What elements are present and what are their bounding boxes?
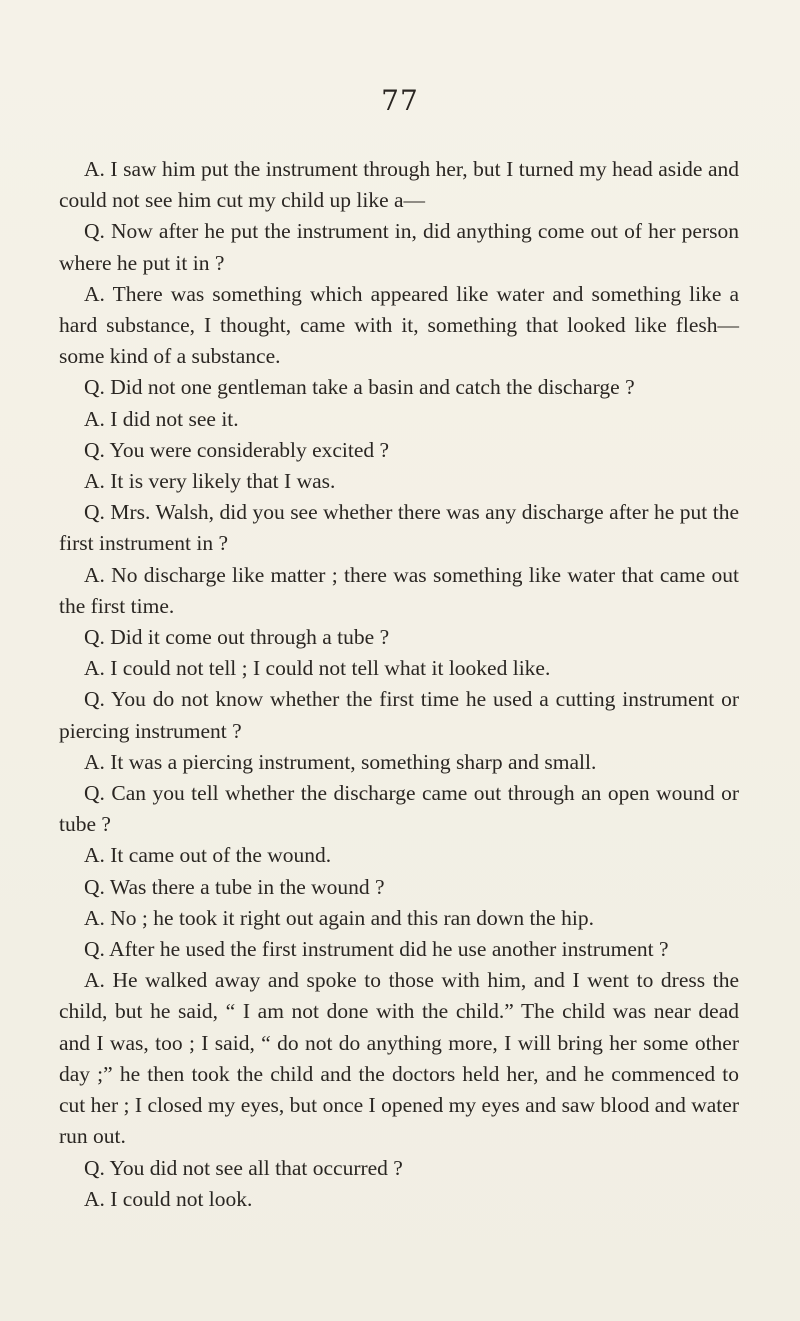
paragraph: Q. You do not know whether the first time he used a cutting instrument or piercing instrument ? bbox=[59, 687, 739, 743]
paragraph: Q. Did not one gentleman take a basin and catch the discharge ? bbox=[84, 375, 635, 400]
paragraph: A. I could not tell ; I could not tell what it looked like. bbox=[84, 656, 551, 681]
paragraph: A. I saw him put the instrument through her, but I turned my head aside and could not see him cut my child up like a— bbox=[59, 157, 739, 213]
paragraph: A. I could not look. bbox=[84, 1186, 253, 1211]
paragraph: A. It was a piercing instrument, something sharp and small. bbox=[84, 749, 597, 774]
paragraph: A. No ; he took it right out again and this ran down the hip. bbox=[84, 905, 594, 930]
paragraph: A. There was something which appeared like water and something like a hard substance, I thought, came with it, something that looked like flesh—some kind of a substance. bbox=[59, 281, 739, 369]
paragraph: A. It is very likely that I was. bbox=[84, 469, 336, 494]
page-number: 77 bbox=[381, 84, 419, 117]
paragraph: Q. After he used the first instrument did he use another instrument ? bbox=[84, 937, 669, 962]
paragraph: Q. You did not see all that occurred ? bbox=[84, 1155, 403, 1180]
paragraph: A. I did not see it. bbox=[84, 406, 239, 431]
paragraph: A. No discharge like matter ; there was something like water that came out the first time. bbox=[59, 562, 739, 618]
paragraph: A. It came out of the wound. bbox=[84, 843, 332, 868]
paragraph: Q. Was there a tube in the wound ? bbox=[84, 874, 385, 899]
paragraph: A. He walked away and spoke to those with him, and I went to dress the child, but he said, “ I am not done with the child.” The child was near dead and I was, too ; I said, “ do not do anything more, I will bring her some other day ;” he then took the child and the doctors held her, and he commenced to cut her ; I closed my eyes, but once I opened my eyes and saw blood and water run out. bbox=[59, 968, 739, 1149]
testimony-text bbox=[59, 154, 739, 1215]
paragraph: Q. Did it come out through a tube ? bbox=[84, 625, 390, 650]
paragraph: Q. Can you tell whether the discharge came out through an open wound or tube ? bbox=[59, 781, 739, 837]
paragraph: Q. You were considerably excited ? bbox=[84, 437, 390, 462]
paragraph: Q. Mrs. Walsh, did you see whether there was any discharge after he put the first instrument in ? bbox=[59, 500, 739, 556]
paragraph: Q. Now after he put the instrument in, did anything come out of her person where he put it in ? bbox=[59, 219, 739, 275]
